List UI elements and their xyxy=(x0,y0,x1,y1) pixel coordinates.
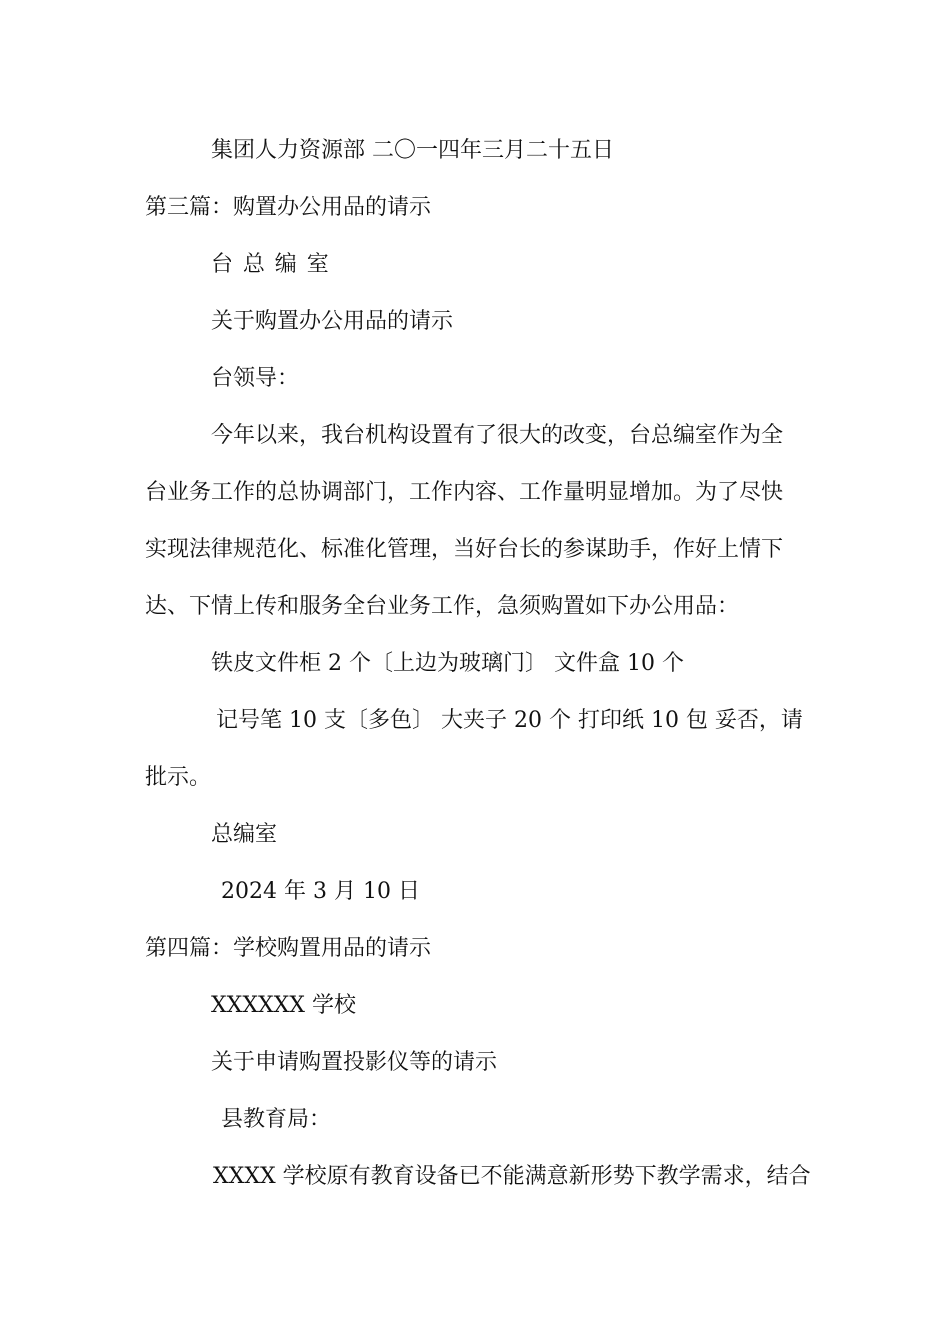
previous-signature-line: 集团人力资源部 二〇一四年三月二十五日 xyxy=(211,138,614,163)
sender-department: 台总编室 xyxy=(211,252,339,277)
school-name: XXXXXX 学校 xyxy=(211,993,356,1018)
request-title: 关于申请购置投影仪等的请示 xyxy=(211,1050,498,1075)
salutation: 台领导： xyxy=(211,366,300,391)
salutation: 县教育局： xyxy=(221,1107,332,1132)
body-paragraph-line: 实现法律规范化、标准化管理，当好台长的参谋助手，作好上情下 xyxy=(145,537,784,562)
signature-date: 2024 年 3 月 10 日 xyxy=(221,879,420,904)
closing-line: 批示。 xyxy=(145,765,212,790)
request-title: 关于购置办公用品的请示 xyxy=(211,309,454,334)
signature-department: 总编室 xyxy=(211,822,278,847)
section-heading-part-three: 第三篇：购置办公用品的请示 xyxy=(145,195,432,220)
body-paragraph-line: 今年以来，我台机构设置有了很大的改变，台总编室作为全 xyxy=(211,423,784,448)
supply-list-line: 记号笔 10 支〔多色〕 大夹子 20 个 打印纸 10 包 妥否，请 xyxy=(216,708,803,733)
section-heading-part-four: 第四篇：学校购置用品的请示 xyxy=(145,936,432,961)
body-paragraph-line: 达、下情上传和服务全台业务工作，急须购置如下办公用品： xyxy=(145,594,740,619)
body-paragraph-line: XXXX 学校原有教育设备已不能满意新形势下教学需求，结合 xyxy=(213,1164,811,1189)
body-paragraph-line: 台业务工作的总协调部门，工作内容、工作量明显增加。为了尽快 xyxy=(145,480,784,505)
supply-list-line: 铁皮文件柜 2 个〔上边为玻璃门〕 文件盒 10 个 xyxy=(211,651,684,676)
